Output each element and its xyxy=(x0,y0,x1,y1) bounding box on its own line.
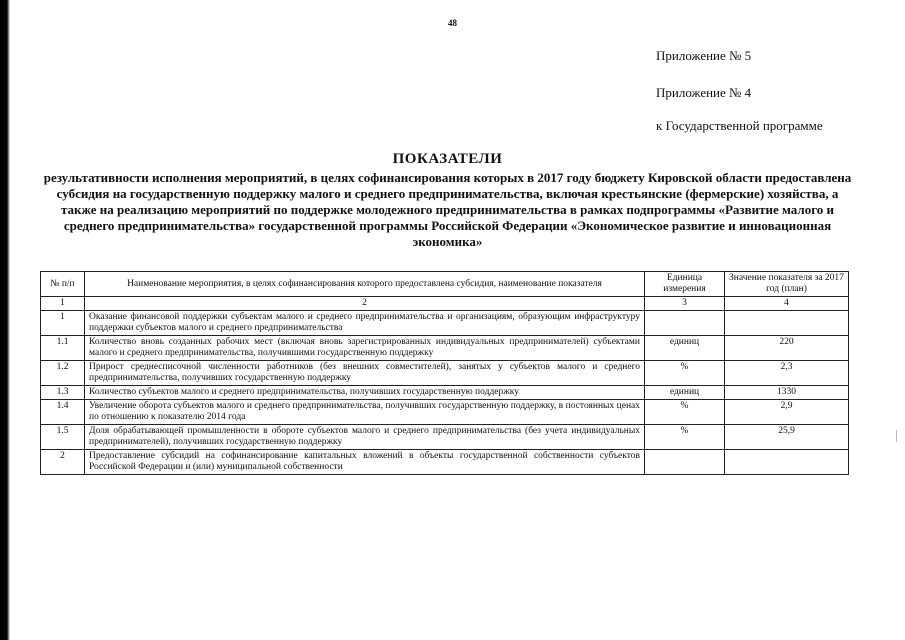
row-unit xyxy=(645,311,725,336)
appendix-line-2: Приложение № 4 xyxy=(656,85,752,100)
row-num: 1.1 xyxy=(41,336,85,361)
column-number: 3 xyxy=(645,297,725,311)
header-num: № п/п xyxy=(41,272,85,297)
row-unit xyxy=(645,450,725,475)
row-name: Количество субъектов малого и среднего предпринимательства, получивших государственную поддержку xyxy=(85,386,645,400)
document-title xyxy=(40,150,855,250)
row-value: 1330 xyxy=(725,386,849,400)
table-row xyxy=(41,361,849,386)
row-num: 1.2 xyxy=(41,361,85,386)
row-num: 1.4 xyxy=(41,400,85,425)
row-value: 2,3 xyxy=(725,361,849,386)
row-num: 1.5 xyxy=(41,425,85,450)
column-number: 1 xyxy=(41,297,85,311)
table-row xyxy=(41,425,849,450)
scan-mark xyxy=(896,430,897,442)
header-name: Наименование мероприятия, в целях софинансирования которого предоставлена субсидия, наименование показателя xyxy=(85,272,645,297)
appendix-line-3: к Государственной программе xyxy=(656,118,823,133)
row-name: Увеличение оборота субъектов малого и среднего предпринимательства, получивших государственную поддержку, в постоянных ценах по отношению к показателю 2014 года xyxy=(85,400,645,425)
row-name: Количество вновь созданных рабочих мест (включая вновь зарегистрированных индивидуальных предпринимателей) субъектами малого и среднего предпринимательства, получившими государственную поддержку xyxy=(85,336,645,361)
row-name: Доля обрабатывающей промышленности в обороте субъектов малого и среднего предпринимательства (без учета индивидуальных предпринимателей), получивших государственную поддержку xyxy=(85,425,645,450)
title-subtitle: результативности исполнения мероприятий, в целях софинансирования которых в 2017 году бюджету Кировской области предоставлена субсидия на государственную поддержку малого и среднего предпринимательства, включая крестьянские (фермерские) хозяйства, а также на реализацию мероприятий по поддержке молодежного предпринимательства в рамках подпрограммы «Развитие малого и среднего предпринимательства» государственной программы Российской Федерации «Экономическое развитие и инновационная экономика» xyxy=(43,170,852,249)
column-number: 4 xyxy=(725,297,849,311)
row-unit: % xyxy=(645,361,725,386)
row-num: 1 xyxy=(41,311,85,336)
row-unit: единиц xyxy=(645,386,725,400)
table-row xyxy=(41,336,849,361)
row-value xyxy=(725,311,849,336)
row-value: 25,9 xyxy=(725,425,849,450)
scan-edge xyxy=(0,0,10,640)
appendix-line-1: Приложение № 5 xyxy=(656,48,752,63)
header-unit: Единица измерения xyxy=(645,272,725,297)
table-row xyxy=(41,311,849,336)
row-name: Оказание финансовой поддержки субъектам малого и среднего предпринимательства и организациям, образующим инфраструктуру поддержки субъектов малого и среднего предпринимательства xyxy=(85,311,645,336)
indicators-table xyxy=(40,271,849,475)
row-unit: единиц xyxy=(645,336,725,361)
table-row xyxy=(41,450,849,475)
row-value: 220 xyxy=(725,336,849,361)
table-header-row xyxy=(41,272,849,297)
column-number: 2 xyxy=(85,297,645,311)
row-value: 2,9 xyxy=(725,400,849,425)
header-value: Значение показателя за 2017 год (план) xyxy=(725,272,849,297)
table-row xyxy=(41,400,849,425)
column-number-row xyxy=(41,297,849,311)
row-unit: % xyxy=(645,425,725,450)
title-heading: ПОКАЗАТЕЛИ xyxy=(392,151,503,167)
row-value xyxy=(725,450,849,475)
row-name: Прирост среднесписочной численности работников (без внешних совместителей), занятых у субъектов малого и среднего предпринимательства, получивших государственную поддержку xyxy=(85,361,645,386)
row-name: Предоставление субсидий на софинансирование капитальных вложений в объекты государственной собственности субъектов Российской Федерации и (или) муниципальной собственности xyxy=(85,450,645,475)
row-unit: % xyxy=(645,400,725,425)
page-number: 48 xyxy=(448,18,457,28)
row-num: 2 xyxy=(41,450,85,475)
row-num: 1.3 xyxy=(41,386,85,400)
table-row xyxy=(41,386,849,400)
